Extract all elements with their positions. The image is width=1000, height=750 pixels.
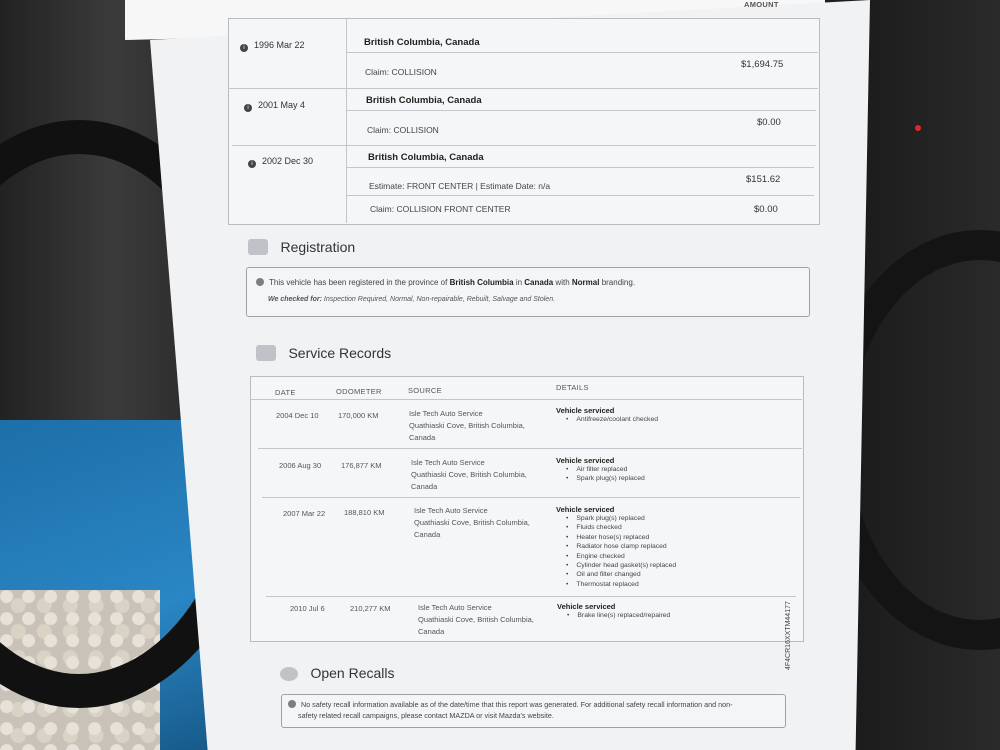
claims-sub-divider — [346, 167, 814, 168]
vin-side-label: 4F4CR16XXTM44177 — [785, 601, 792, 670]
claims-sub-divider — [346, 110, 816, 111]
detail-item: • Engine checked — [566, 552, 676, 561]
reg-text: with — [555, 278, 570, 287]
detail-item: • Thermostat replaced — [566, 580, 676, 589]
info-icon: i — [248, 160, 256, 168]
service-row-divider — [258, 448, 802, 449]
detail-title: Vehicle serviced — [556, 456, 615, 465]
service-source — [409, 408, 525, 444]
claim-line — [370, 204, 511, 214]
recalls-line-1 — [288, 700, 732, 709]
claim-amount: $151.62 — [746, 174, 781, 185]
detail-item: • Radiator hose clamp replaced — [566, 542, 676, 551]
source-address: Quathiaski Cove, British Columbia, — [414, 518, 530, 527]
info-icon: i — [244, 104, 252, 112]
reg-province: British Columbia — [449, 278, 514, 287]
detail-item: • Spark plug(s) replaced — [566, 474, 645, 483]
reg-text: branding. — [601, 278, 636, 287]
claim-line — [369, 181, 550, 191]
service-heading — [256, 345, 391, 366]
service-source — [411, 457, 527, 493]
recall-icon — [280, 667, 298, 681]
service-title: Service Records — [288, 345, 392, 361]
claim-date-text: 1996 Mar 22 — [254, 40, 305, 50]
claim-type: COLLISION FRONT CENTER — [396, 204, 511, 214]
registration-title: Registration — [280, 239, 356, 255]
claim-label: Claim: — [370, 204, 395, 214]
recalls-heading — [280, 665, 395, 686]
detail-item: • Air filter replaced — [566, 465, 645, 474]
detail-item: • Antifreeze/coolant checked — [566, 415, 658, 424]
service-source — [414, 505, 530, 541]
source-name: Isle Tech Auto Service — [409, 409, 483, 418]
detail-item: • Brake line(s) replaced/repaired — [567, 611, 670, 620]
service-source — [418, 602, 534, 638]
service-odometer: 188,810 KM — [344, 508, 385, 517]
claim-type: COLLISION — [391, 67, 437, 77]
source-address: Quathiaski Cove, British Columbia, — [418, 615, 534, 624]
registration-checked — [268, 296, 555, 303]
col-details: DETAILS — [556, 383, 589, 392]
source-address: Quathiaski Cove, British Columbia, — [411, 470, 527, 479]
service-row-divider — [266, 596, 796, 597]
service-details — [556, 456, 645, 484]
checked-label: We checked for: — [268, 296, 322, 303]
recall-text: No safety recall information available as of the date/time that this report was generated. For additional safety recall information and non- — [301, 700, 733, 709]
claim-date — [248, 156, 313, 168]
claim-date — [244, 100, 305, 112]
amount-header: AMOUNT — [744, 0, 779, 9]
recalls-line-2: safety related recall campaigns, please contact MAZDA or visit Mazda's website. — [298, 711, 554, 720]
reg-branding: Normal — [571, 278, 600, 287]
service-details — [557, 602, 670, 620]
reg-text: This vehicle has been registered in the province of — [269, 278, 448, 287]
reg-text: in — [515, 278, 523, 287]
service-odometer: 170,000 KM — [338, 411, 379, 420]
claims-sub-divider — [346, 195, 814, 196]
service-details — [556, 505, 676, 589]
claims-table — [228, 18, 820, 225]
claim-amount: $0.00 — [757, 117, 781, 128]
checked-items: Inspection Required, Normal, Non-repairable, Rebuilt, Salvage and Stolen. — [323, 296, 556, 303]
service-date: 2010 Jul 6 — [290, 604, 325, 613]
registration-icon — [248, 239, 268, 255]
service-header-divider — [250, 399, 802, 400]
claim-date-text: 2002 Dec 30 — [262, 156, 314, 166]
service-date: 2004 Dec 10 — [276, 411, 319, 420]
detail-title: Vehicle serviced — [557, 602, 616, 611]
claim-line — [367, 125, 439, 135]
detail-item: • Fluids checked — [566, 523, 676, 532]
col-source: SOURCE — [408, 386, 442, 395]
detail-item: • Oil and filter changed — [566, 570, 676, 579]
detail-item: • Cylinder head gasket(s) replaced — [566, 561, 676, 570]
reg-country: Canada — [524, 278, 554, 287]
claim-type: FRONT CENTER | Estimate Date: n/a — [406, 181, 551, 191]
source-country: Canada — [409, 433, 436, 442]
service-odometer: 210,277 KM — [350, 604, 391, 613]
claim-label: Claim: — [365, 67, 390, 77]
claims-sub-divider — [346, 52, 818, 53]
claim-amount: $0.00 — [754, 204, 778, 215]
recalls-title: Open Recalls — [310, 665, 395, 681]
registration-statement — [256, 278, 635, 287]
claim-date — [240, 40, 305, 52]
service-details — [556, 406, 658, 424]
source-name: Isle Tech Auto Service — [418, 603, 492, 612]
detail-title: Vehicle serviced — [556, 505, 615, 514]
registration-heading — [248, 239, 355, 260]
detail-title: Vehicle serviced — [556, 406, 615, 415]
service-row-divider — [262, 497, 800, 498]
service-icon — [256, 345, 276, 361]
claims-col-divider — [346, 18, 347, 223]
source-name: Isle Tech Auto Service — [411, 458, 485, 467]
source-country: Canada — [418, 627, 445, 636]
source-country: Canada — [411, 482, 438, 491]
check-icon — [256, 278, 264, 286]
claim-location: British Columbia, Canada — [364, 37, 480, 48]
claim-location: British Columbia, Canada — [368, 152, 484, 163]
claim-location: British Columbia, Canada — [366, 95, 482, 106]
claim-amount: $1,694.75 — [741, 59, 784, 70]
service-date: 2007 Mar 22 — [283, 509, 326, 518]
source-name: Isle Tech Auto Service — [414, 506, 488, 515]
detail-item: • Heater hose(s) replaced — [566, 533, 676, 542]
claim-label: Claim: — [367, 125, 392, 135]
claim-date-text: 2001 May 4 — [258, 100, 306, 110]
claims-row-divider — [232, 145, 816, 146]
claim-line — [365, 67, 437, 77]
info-icon: i — [240, 44, 248, 52]
source-address: Quathiaski Cove, British Columbia, — [409, 421, 525, 430]
service-odometer: 176,877 KM — [341, 461, 382, 470]
source-country: Canada — [414, 530, 441, 539]
claim-type: COLLISION — [393, 125, 439, 135]
col-odometer: ODOMETER — [336, 387, 382, 396]
service-date: 2006 Aug 30 — [279, 461, 322, 470]
registration-box — [246, 267, 810, 317]
check-icon — [288, 700, 296, 708]
claim-label: Estimate: — [369, 181, 405, 191]
claims-row-divider — [228, 88, 818, 89]
col-date: DATE — [275, 388, 296, 397]
detail-item: • Spark plug(s) replaced — [566, 514, 676, 523]
